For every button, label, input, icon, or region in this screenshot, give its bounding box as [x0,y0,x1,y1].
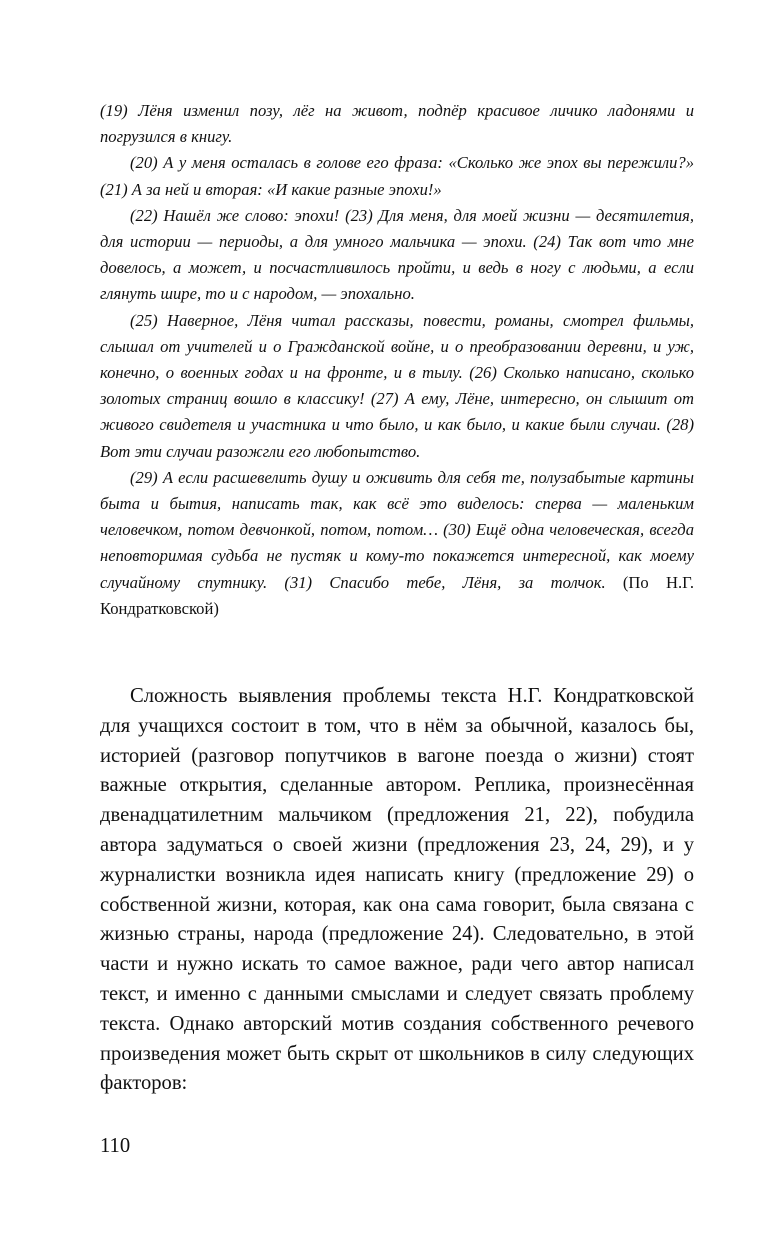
quote-paragraph-25 [100,308,694,465]
commentary-paragraph: Сложность выявления проблемы текста Н.Г. Кондратковской для учащихся состоит в том, что в нём за обычной, казалось бы, историей (разговор попутчиков в вагоне поезда о жизни) стоят важные открытия, сделанные автором. Реплика, произнесённая двенадцатилетним мальчиком (предложения 21, 22), побудила автора задуматься о своей жизни (предложения 23, 24, 29), и у журналистки возникла идея написать книгу (предложение 29) о собственной жизни, которая, как она сама говорит, была связана с жизнью страны, народа (предложение 24). Следовательно, в этой части и нужно искать то самое важное, ради чего автор написал текст, и именно с данными смыслами и следует связать проблему текста. Однако авторский мотив создания собственного речевого произведения может быть скрыт от школьников в силу следующих факторов: [100,685,694,1095]
quote-paragraph-29 [100,465,694,622]
quote-text-25: (25) Наверное, Лёня читал рассказы, повести, романы, смотрел фильмы, слышал от учителей и о Гражданской войне, и о преобразовании деревни, и уж, конечно, о военных годах и на фронте, и в тылу. (26) Сколько написано, сколько золотых страниц вошло в классику! (27) А ему, Лёне, интересно, он слышит от живого свидетеля и участника и что было, и как было, и какие были случаи. (28) Вот эти случаи разожгли его любопытство. [100,310,694,461]
quote-paragraph-19 [100,98,694,150]
page-number: 110 [100,1135,131,1157]
quoted-excerpt [100,98,694,622]
commentary-text [100,682,694,1099]
quote-source: (По Н.Г. Кондратковской) [100,572,694,618]
quote-paragraph-20 [100,150,694,202]
quote-text-20: (20) А у меня осталась в голове его фраза: «Сколько же эпох вы пережили?» (21) А за ней и вторая: «И какие разные эпохи!» [100,153,694,199]
quote-text-29: (29) А если расшевелить душу и оживить для себя те, полузабытые картины быта и бытия, написать так, как всё это виделось: сперва — маленьким человечком, потом девчонкой, потом, потом… (30) Ещё одна человеческая, всегда неповторимая судьба не пустяк и кому-то покажется интересной, как моему случайному спутнику. (31) Спасибо тебе, Лёня, за толчок. [100,467,694,592]
quote-paragraph-22 [100,203,694,308]
quote-text-22: (22) Нашёл же слово: эпохи! (23) Для меня, для моей жизни — десятилетия, для истории — периоды, а для умного мальчика — эпохи. (24) Так вот что мне довелось, а может, и посчастливилось пройти, и ведь в ногу с людьми, а если глянуть шире, то и с народом, — эпохально. [100,205,694,304]
quote-text-19: (19) Лёня изменил позу, лёг на живот, подпёр красивое личико ладонями и погрузился в книгу. [100,101,694,147]
